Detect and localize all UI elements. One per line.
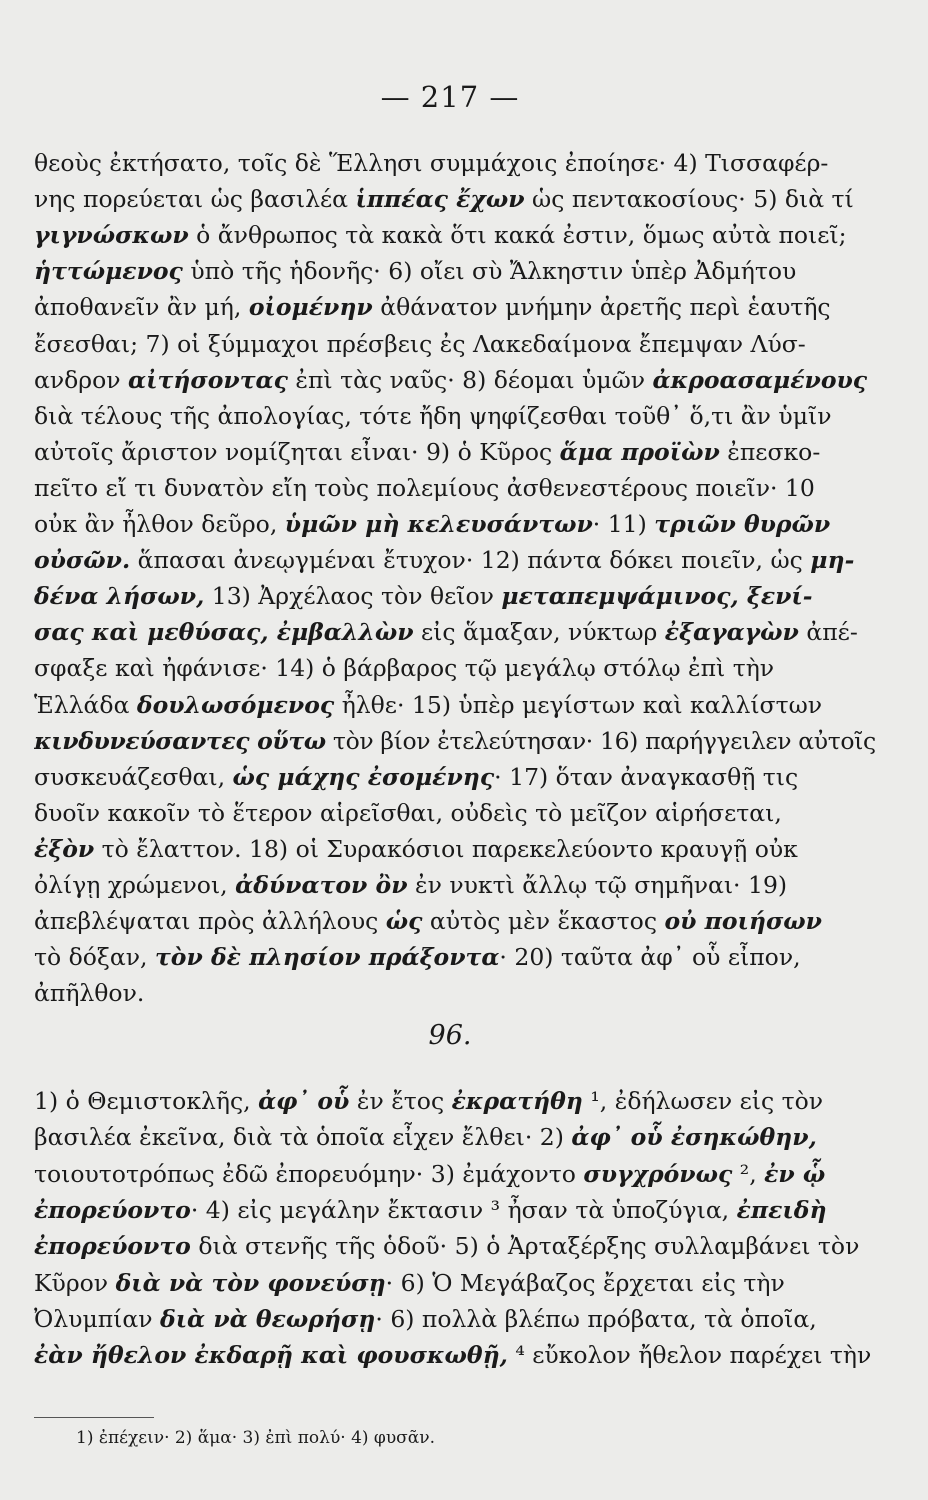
text-line	[34, 399, 876, 433]
bold-phrase: ὡς μάχης ἐσομένης	[232, 762, 495, 791]
text-segment: ἔσεσθαι; 7) οἱ ξύμμαχοι πρέσβεις ἐς Λακεδαίμονα ἔπεμψαν Λύσ-	[34, 329, 806, 358]
text-line	[34, 543, 876, 577]
page-number: — 217 —	[380, 80, 520, 114]
text-segment: ἀπῆλθον.	[34, 979, 145, 1008]
text-segment: 1) ὁ Θεμιστοκλῆς,	[34, 1087, 259, 1115]
bold-phrase: ἐπορεύοντο	[34, 1232, 191, 1261]
text-segment: · 11)	[592, 510, 655, 538]
text-segment: ἀπεβλέψαται πρὸς ἀλλήλους	[34, 907, 386, 936]
bold-phrase: ἐκρατήθη	[451, 1087, 583, 1115]
bold-phrase: διὰ νὰ θεωρήσῃ	[160, 1304, 376, 1333]
bold-phrase: ὡς	[385, 907, 423, 936]
text-segment: ὑπὸ τῆς ἡδονῆς· 6) οἴει σὺ Ἄλκηστιν ὑπὲρ Ἀδμήτου	[182, 257, 797, 286]
bold-phrase: τὸν δὲ πλησίον πράξοντα	[154, 943, 500, 972]
text-segment: αὐτὸς μὲν ἕκαστος	[422, 907, 665, 936]
text-segment: · 20) ταῦτα ἀφ᾽ οὗ εἶπον,	[499, 943, 801, 972]
text-segment: Κῦρον	[34, 1268, 116, 1297]
bold-phrase: ἐξὸν	[34, 834, 95, 863]
bold-phrase: διὰ νὰ τὸν φονεύσῃ	[115, 1268, 386, 1297]
text-segment: ἀποθανεῖν ἂν μή,	[34, 293, 249, 322]
text-line	[34, 507, 876, 541]
text-segment: εἰς ἅμαξαν, νύκτωρ	[413, 618, 665, 647]
text-line	[34, 1193, 876, 1227]
text-line	[34, 1338, 876, 1372]
footnote-rule	[34, 1417, 154, 1418]
text-line	[34, 796, 876, 830]
text-segment: τοιουτοτρόπως ἐδῶ ἐπορευόμην· 3) ἐμάχοντο	[34, 1159, 584, 1188]
text-segment: βασιλέα ἐκεῖνα, διὰ τὰ ὁποῖα εἶχεν ἔλθει· 2)	[34, 1123, 572, 1152]
bold-phrase: τριῶν θυρῶν	[654, 510, 831, 538]
text-segment: διὰ τέλους τῆς ἀπολογίας, τότε ἤδη ψηφίζεσθαι τοῦθ᾽ ὅ,τι ἂν ὑμῖν	[34, 401, 832, 430]
text-line	[34, 651, 876, 685]
bold-phrase: ἀφ᾽ οὗ ἐσηκώθην,	[571, 1123, 817, 1152]
text-segment: τὸν βίον ἐτελεύτησαν· 16) παρήγγειλεν αὐτοῖς	[325, 726, 876, 755]
bold-phrase: δένα λήσων,	[34, 582, 205, 611]
bold-phrase: μη-	[810, 546, 855, 575]
bold-phrase: ἡττώμενος	[34, 257, 183, 286]
text-segment: ²,	[732, 1159, 765, 1188]
text-line	[34, 1084, 876, 1118]
text-line	[34, 218, 876, 252]
text-segment: ἀπέ-	[798, 618, 858, 647]
text-segment: ⁴ εὔκολον ἤθελον παρέχει τὴν	[507, 1341, 872, 1370]
text-segment: ἅπασαι ἀνεῳγμέναι ἔτυχον· 12) πάντα δόκει ποιεῖν, ὡς	[130, 546, 811, 575]
text-segment: ὡς πεντακοσίους· 5) διὰ τί	[524, 185, 854, 214]
text-segment: αὐτοῖς ἄριστον νομίζηται εἶναι· 9) ὁ Κῦρος	[34, 437, 560, 466]
text-line	[34, 868, 876, 902]
text-segment: ὀλίγῃ χρώμενοι,	[34, 871, 236, 899]
bold-phrase: ἀδύνατον ὂν	[235, 871, 408, 899]
bold-phrase: οὐσῶν.	[34, 546, 131, 575]
bold-phrase: ἐὰν ἤθελον ἐκδαρῇ καὶ φουσκωθῇ,	[34, 1341, 508, 1370]
text-segment: · 6) Ὁ Μεγάβαζος ἔρχεται εἰς τὴν	[385, 1268, 785, 1297]
section-number: 96.	[428, 1020, 472, 1051]
bold-phrase: αἰτήσοντας	[128, 365, 288, 394]
text-line	[34, 940, 876, 974]
text-segment: τὸ δόξαν,	[34, 943, 155, 972]
text-line	[34, 760, 876, 794]
text-line	[34, 1120, 876, 1154]
bold-phrase: σας καὶ μεθύσας, ἐμβαλλὼν	[34, 618, 414, 647]
bold-phrase: ἱππέας ἔχων	[355, 185, 525, 214]
text-segment: ἐπεσκο-	[719, 437, 821, 466]
text-segment: Ὀλυμπίαν	[34, 1304, 161, 1333]
bold-phrase: γιγνώσκων	[34, 221, 189, 250]
text-segment: ¹, ἐδήλωσεν εἰς τὸν	[582, 1087, 824, 1115]
bold-phrase: οἰομένην	[248, 293, 373, 322]
text-segment: Ἑλλάδα	[34, 690, 137, 719]
bold-phrase: ἐξαγαγὼν	[664, 618, 799, 647]
text-line	[34, 1157, 876, 1191]
text-line	[34, 290, 876, 324]
text-segment: ἐν ἔτος	[349, 1087, 452, 1115]
text-line	[34, 1302, 876, 1336]
text-line	[34, 1266, 876, 1300]
text-segment: σφαξε καὶ ἠφάνισε· 14) ὁ βάρβαρος τῷ μεγάλῳ στόλῳ ἐπὶ τὴν	[34, 654, 775, 683]
text-segment: νης πορεύεται ὡς βασιλέα	[34, 185, 356, 214]
text-line	[34, 976, 876, 1010]
bold-phrase: ἐν ᾧ	[764, 1159, 826, 1188]
bold-phrase: ἐπορεύοντο	[34, 1195, 191, 1224]
bold-phrase: ὑμῶν μὴ κελευσάντων	[284, 510, 593, 538]
bold-phrase: ἅμα προϊὼν	[559, 437, 720, 466]
text-line	[34, 363, 876, 397]
text-line	[34, 327, 876, 361]
text-line	[34, 832, 876, 866]
text-line	[34, 471, 876, 505]
text-segment: · 4) εἰς μεγάλην ἔκτασιν ³ ἦσαν τὰ ὑποζύγια,	[190, 1195, 737, 1224]
bold-phrase: οὐ ποιήσων	[664, 907, 822, 936]
text-line	[34, 254, 876, 288]
text-line	[34, 579, 876, 613]
bold-phrase: ἀφ᾽ οὗ	[258, 1087, 350, 1115]
text-segment: 13) Ἀρχέλαος τὸν θεῖον	[204, 582, 502, 611]
bold-phrase: δουλωσόμενος	[136, 690, 335, 719]
text-segment: τὸ ἔλαττον. 18) οἱ Συρακόσιοι παρεκελεύοντο κραυγῇ οὐκ	[94, 834, 798, 863]
text-line	[34, 724, 876, 758]
text-segment: ἦλθε· 15) ὑπὲρ μεγίστων καὶ καλλίστων	[334, 690, 823, 719]
bold-phrase: μεταπεμψάμινος, ξενί-	[501, 582, 813, 611]
text-line	[34, 904, 876, 938]
text-line	[34, 688, 876, 722]
bold-phrase: ἐπειδὴ	[736, 1195, 827, 1224]
text-segment: θεοὺς ἐκτήσατο, τοῖς δὲ Ἕλλησι συμμάχοις ἐποίησε· 4) Τισσαφέρ-	[34, 149, 829, 177]
bold-phrase: ἀκροασαμένους	[652, 365, 868, 394]
text-segment: οὐκ ἂν ἦλθον δεῦρο,	[34, 510, 285, 538]
text-line	[34, 435, 876, 469]
text-line	[34, 1229, 876, 1263]
bold-phrase: συγχρόνως	[583, 1159, 733, 1188]
text-line	[34, 615, 876, 649]
text-segment: · 17) ὅταν ἀναγκασθῇ τις	[494, 762, 799, 791]
text-line	[34, 182, 876, 216]
text-segment: ἀθάνατον μνήμην ἀρετῆς περὶ ἑαυτῆς	[372, 293, 831, 322]
footnote: 1) ἐπέχειν· 2) ἅμα· 3) ἐπὶ πολύ· 4) φυσᾶν.	[76, 1428, 435, 1448]
text-line	[34, 146, 876, 180]
text-segment: δυοῖν κακοῖν τὸ ἕτερον αἱρεῖσθαι, οὐδεὶς τὸ μεῖζον αἱρήσεται,	[34, 798, 782, 827]
text-segment: ανδρον	[34, 365, 129, 394]
bold-phrase: κινδυνεύσαντες οὕτω	[34, 726, 326, 755]
text-segment: συσκευάζεσθαι,	[34, 762, 233, 791]
text-segment: πεῖτο εἴ τι δυνατὸν εἴη τοὺς πολεμίους ἀσθενεστέρους ποιεῖν· 10	[34, 473, 815, 502]
text-segment: ἐν νυκτὶ ἄλλῳ τῷ σημῆναι· 19)	[407, 871, 788, 899]
text-segment: διὰ στενῆς τῆς ὁδοῦ· 5) ὁ Ἀρταξέρξης συλλαμβάνει τὸν	[190, 1232, 860, 1261]
text-segment: · 6) πολλὰ βλέπω πρόβατα, τὰ ὁποῖα,	[375, 1304, 817, 1333]
text-segment: ὁ ἄνθρωπος τὰ κακὰ ὅτι κακά ἐστιν, ὅμως αὐτὰ ποιεῖ;	[188, 221, 847, 250]
text-segment: ἐπὶ τὰς ναῦς· 8) δέομαι ὑμῶν	[287, 365, 653, 394]
